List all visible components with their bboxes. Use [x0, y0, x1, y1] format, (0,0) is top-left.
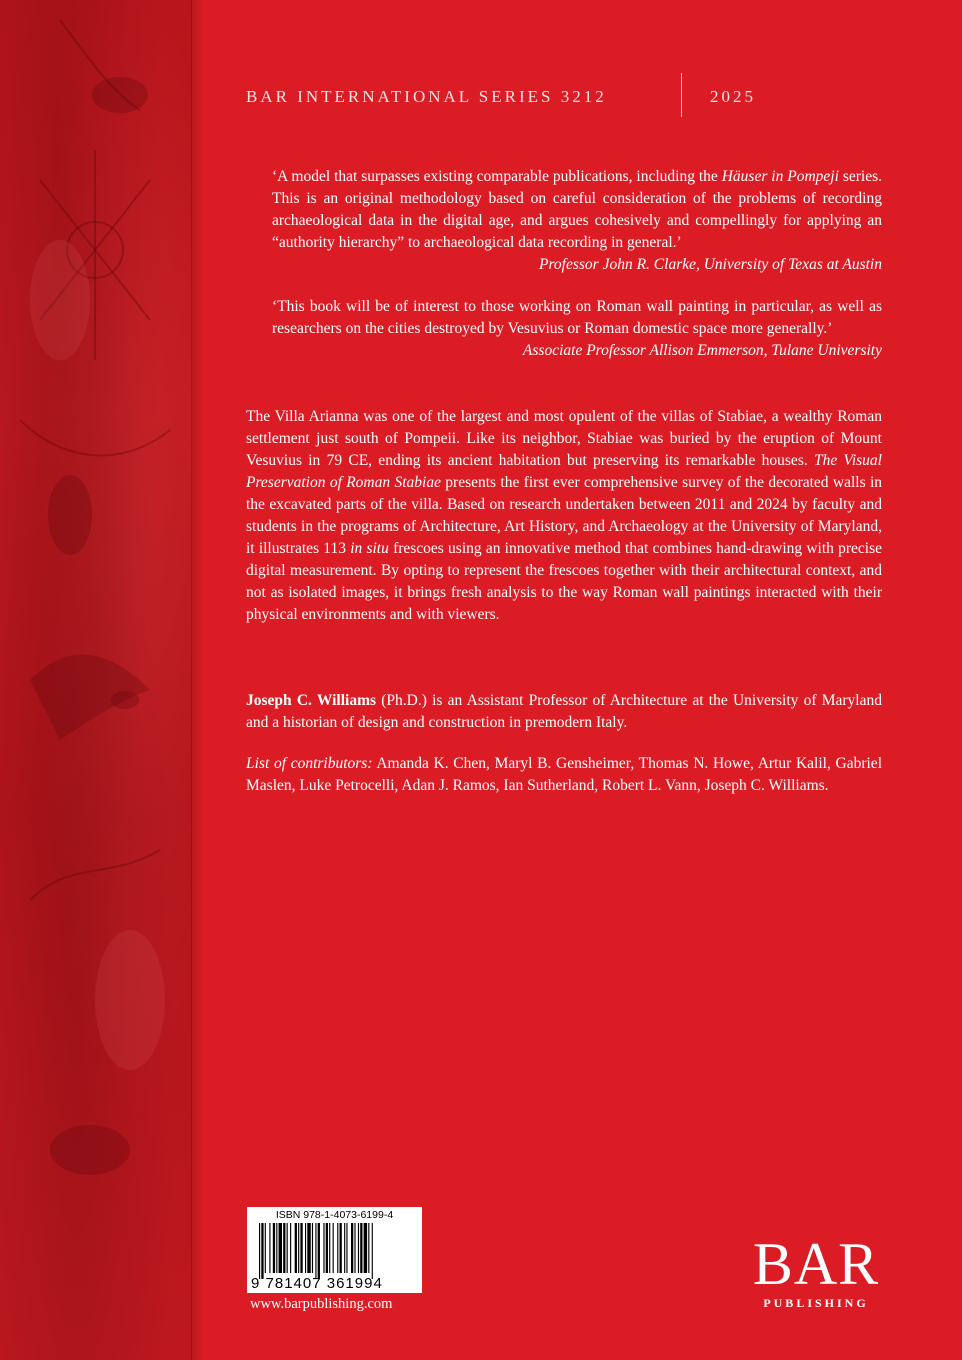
- fresco-image-strip: [0, 0, 192, 1360]
- quote-1-attribution: Professor John R. Clarke, University of Texas at Austin: [539, 256, 882, 273]
- contributors-names: Amanda K. Chen, Maryl B. Gensheimer, Thomas N. Howe, Artur Kalil, Gabriel Maslen, Luke Petrocelli, Adan J. Ramos, Ian Sutherland, Robert L. Vann, Joseph C. Williams.: [246, 755, 882, 794]
- header-divider: [681, 73, 682, 117]
- description-part-2: presents the first ever comprehensive survey of the decorated walls in the excavated parts of the villa. Based on research undertaken between 2011 and 2024 by faculty and students in the programs of Architecture, Art History, and Archaeology at the University of Maryland, it illustrates 113: [246, 474, 882, 557]
- contributors-label: List of contributors:: [246, 755, 373, 772]
- description-part-3: frescoes using an innovative method that combines hand-drawing with precise digital measurement. By opting to represent the frescoes together with their architectural context, and not as isolated images, it brings fresh analysis to the way Roman wall paintings interacted with their physical environments and with viewers.: [246, 540, 883, 623]
- description-part-1: The Villa Arianna was one of the largest and most opulent of the villas of Stabiae, a wealthy Roman settlement just south of Pompeii. Like its neighbor, Stabiae was buried by the eruption of Mount Vesuvius in 79 CE, ending its ancient habitation but preserving its remarkable houses.: [246, 408, 882, 469]
- author-bio: [246, 690, 882, 734]
- series-title: BAR INTERNATIONAL SERIES 3212: [246, 87, 607, 106]
- quote-1-italic-title: Häuser in Pompeji: [721, 168, 839, 185]
- review-quote-1: [272, 166, 882, 276]
- quote-1-text-a: ‘A model that surpasses existing comparable publications, including the: [272, 168, 722, 185]
- fresco-decoration: [0, 0, 192, 1360]
- review-quote-2: [272, 296, 882, 362]
- book-description: [246, 406, 882, 626]
- isbn-barcode: [247, 1207, 422, 1293]
- strip-shadow: [191, 0, 204, 1360]
- quote-2-attribution: Associate Professor Allison Emmerson, Tulane University: [522, 342, 882, 359]
- barcode-digits: 9 781407 361994: [251, 1275, 383, 1292]
- logo-sub-text: PUBLISHING: [763, 1296, 869, 1310]
- quote-2-text: ‘This book will be of interest to those working on Roman wall painting in particular, as well as researchers on the cities destroyed by Vesuvius or Roman domestic space more generally.’: [272, 298, 882, 337]
- author-name: Joseph C. Williams: [246, 692, 377, 709]
- in-situ-italic: in situ: [350, 540, 389, 557]
- book-title-italic: The Visual Preservation of Roman Stabiae: [246, 452, 882, 491]
- publisher-website[interactable]: www.barpublishing.com: [250, 1296, 393, 1312]
- quote-1-text-b: series. This is an original methodology based on careful consideration of the problems of recording archaeological data in the digital age, and argues cohesively and compellingly for applying an “authority hierarchy” to archaeological data recording in general.’: [272, 168, 882, 251]
- author-bio-text: (Ph.D.) is an Assistant Professor of Architecture at the University of Maryland and a historian of design and construction in premodern Italy.: [246, 692, 882, 731]
- bar-publishing-logo: [748, 1231, 884, 1314]
- publication-year: 2025: [710, 87, 756, 106]
- logo-main-text: BAR: [752, 1231, 880, 1297]
- isbn-text: ISBN 978-1-4073-6199-4: [275, 1209, 394, 1221]
- contributors-list: [246, 753, 882, 797]
